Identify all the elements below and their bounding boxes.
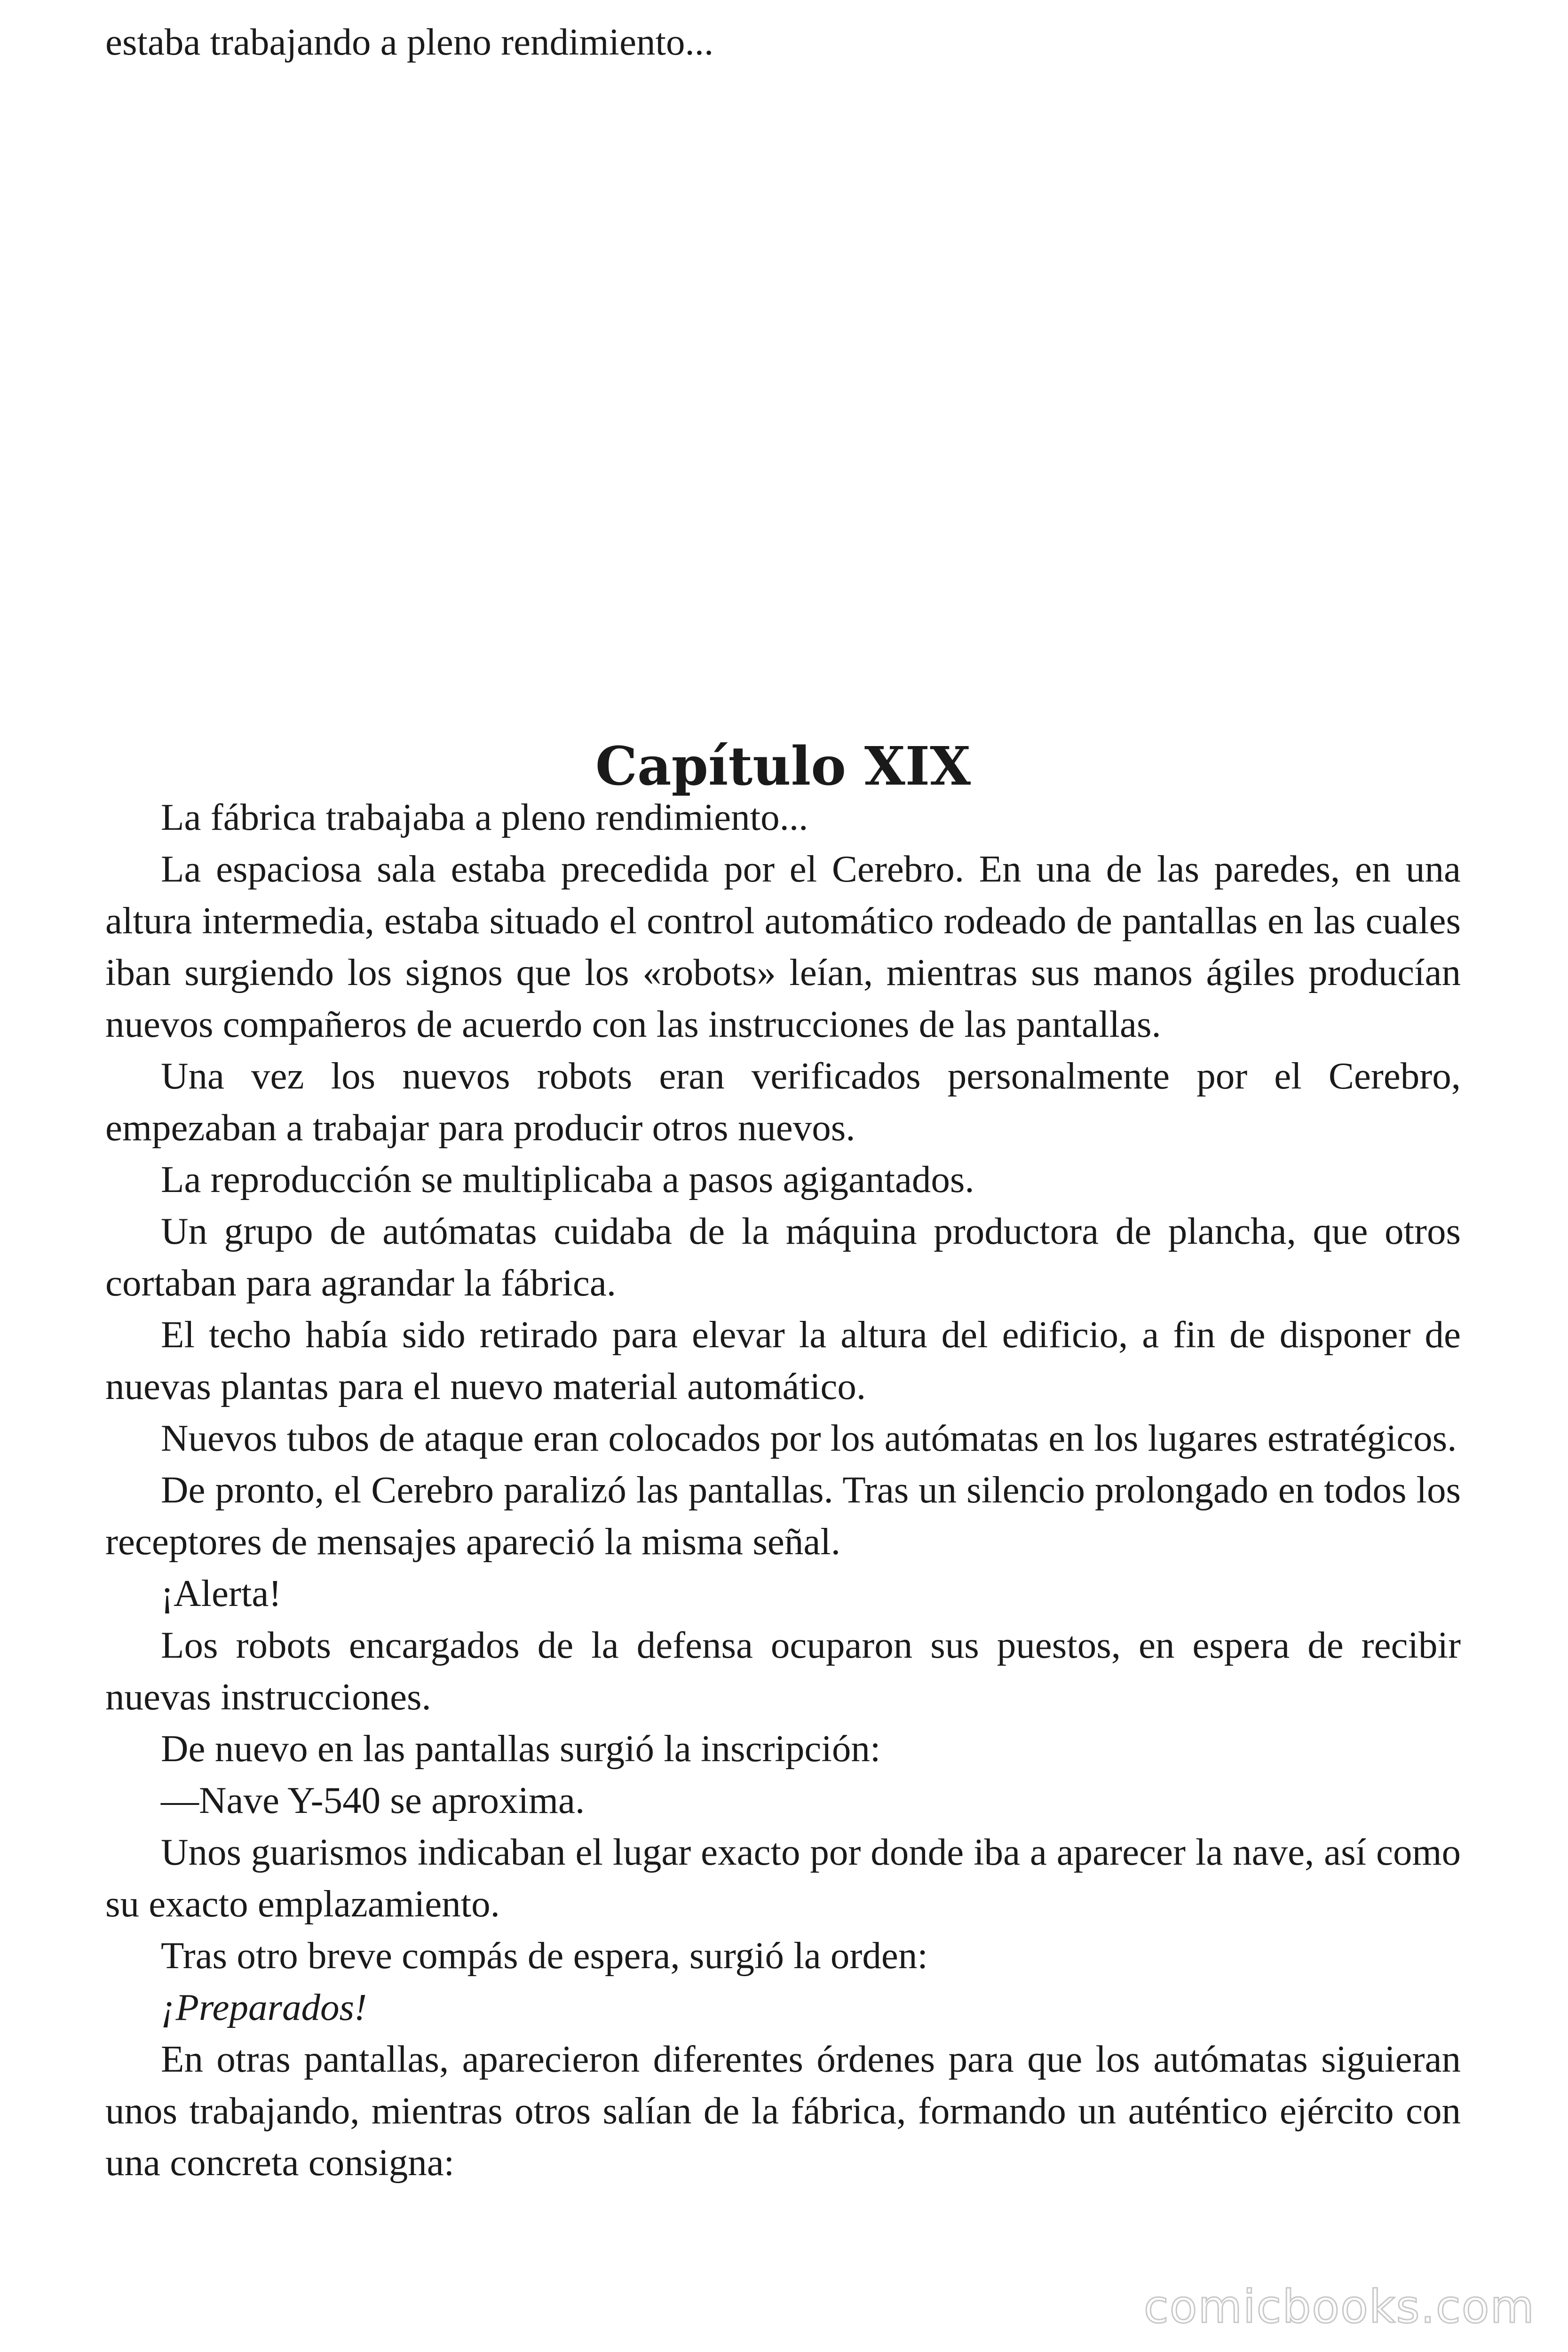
paragraph: La reproducción se multiplicaba a pasos agigantados. bbox=[161, 1158, 974, 1200]
paragraph: De nuevo en las pantallas surgió la inscripción: bbox=[161, 1727, 881, 1770]
watermark-logo: comicbooks.com bbox=[1143, 2280, 1535, 2333]
paragraph: Unos guarismos indicaban el lugar exacto por donde iba a aparecer la nave, así como su exacto emplazamiento. bbox=[105, 1831, 1461, 1925]
paragraph: El techo había sido retirado para elevar la altura del edificio, a fin de disponer de nuevas plantas para el nuevo material automático. bbox=[105, 1313, 1461, 1407]
paragraph: Un grupo de autómatas cuidaba de la máquina productora de plancha, que otros cortaban para agrandar la fábrica. bbox=[105, 1210, 1461, 1304]
paragraph: La espaciosa sala estaba precedida por el Cerebro. En una de las paredes, en una altura intermedia, estaba situado el control automático rodeado de pantallas en las cuales iban surgiendo los signos que los «robots» leían, mientras sus manos ágiles producían nuevos compañeros de acuerdo con las instrucciones de las pantallas. bbox=[105, 848, 1461, 1045]
chapter-body bbox=[105, 791, 1461, 2188]
paragraph: ¡Alerta! bbox=[161, 1572, 282, 1614]
paragraph: Tras otro breve compás de espera, surgió la orden: bbox=[161, 1934, 928, 1977]
paragraph: Nuevos tubos de ataque eran colocados por los autómatas en los lugares estratégicos. bbox=[161, 1417, 1457, 1459]
paragraph-italic: ¡Preparados! bbox=[161, 1986, 367, 2028]
paragraph: En otras pantallas, aparecieron diferentes órdenes para que los autómatas siguieran unos trabajando, mientras otros salían de la fábrica, formando un auténtico ejército con una concreta consigna: bbox=[105, 2038, 1461, 2184]
paragraph: —Nave Y-540 se aproxima. bbox=[161, 1779, 585, 1821]
paragraph: Los robots encargados de la defensa ocuparon sus puestos, en espera de recibir nuevas instrucciones. bbox=[105, 1624, 1461, 1718]
continued-text-line: estaba trabajando a pleno rendimiento... bbox=[105, 21, 714, 63]
paragraph: De pronto, el Cerebro paralizó las pantallas. Tras un silencio prolongado en todos los receptores de mensajes apareció la misma señal. bbox=[105, 1469, 1461, 1563]
chapter-title: Capítulo XIX bbox=[595, 736, 971, 798]
paragraph: Una vez los nuevos robots eran verificados personalmente por el Cerebro, empezaban a trabajar para producir otros nuevos. bbox=[105, 1055, 1461, 1149]
paragraph: La fábrica trabajaba a pleno rendimiento... bbox=[161, 796, 808, 838]
